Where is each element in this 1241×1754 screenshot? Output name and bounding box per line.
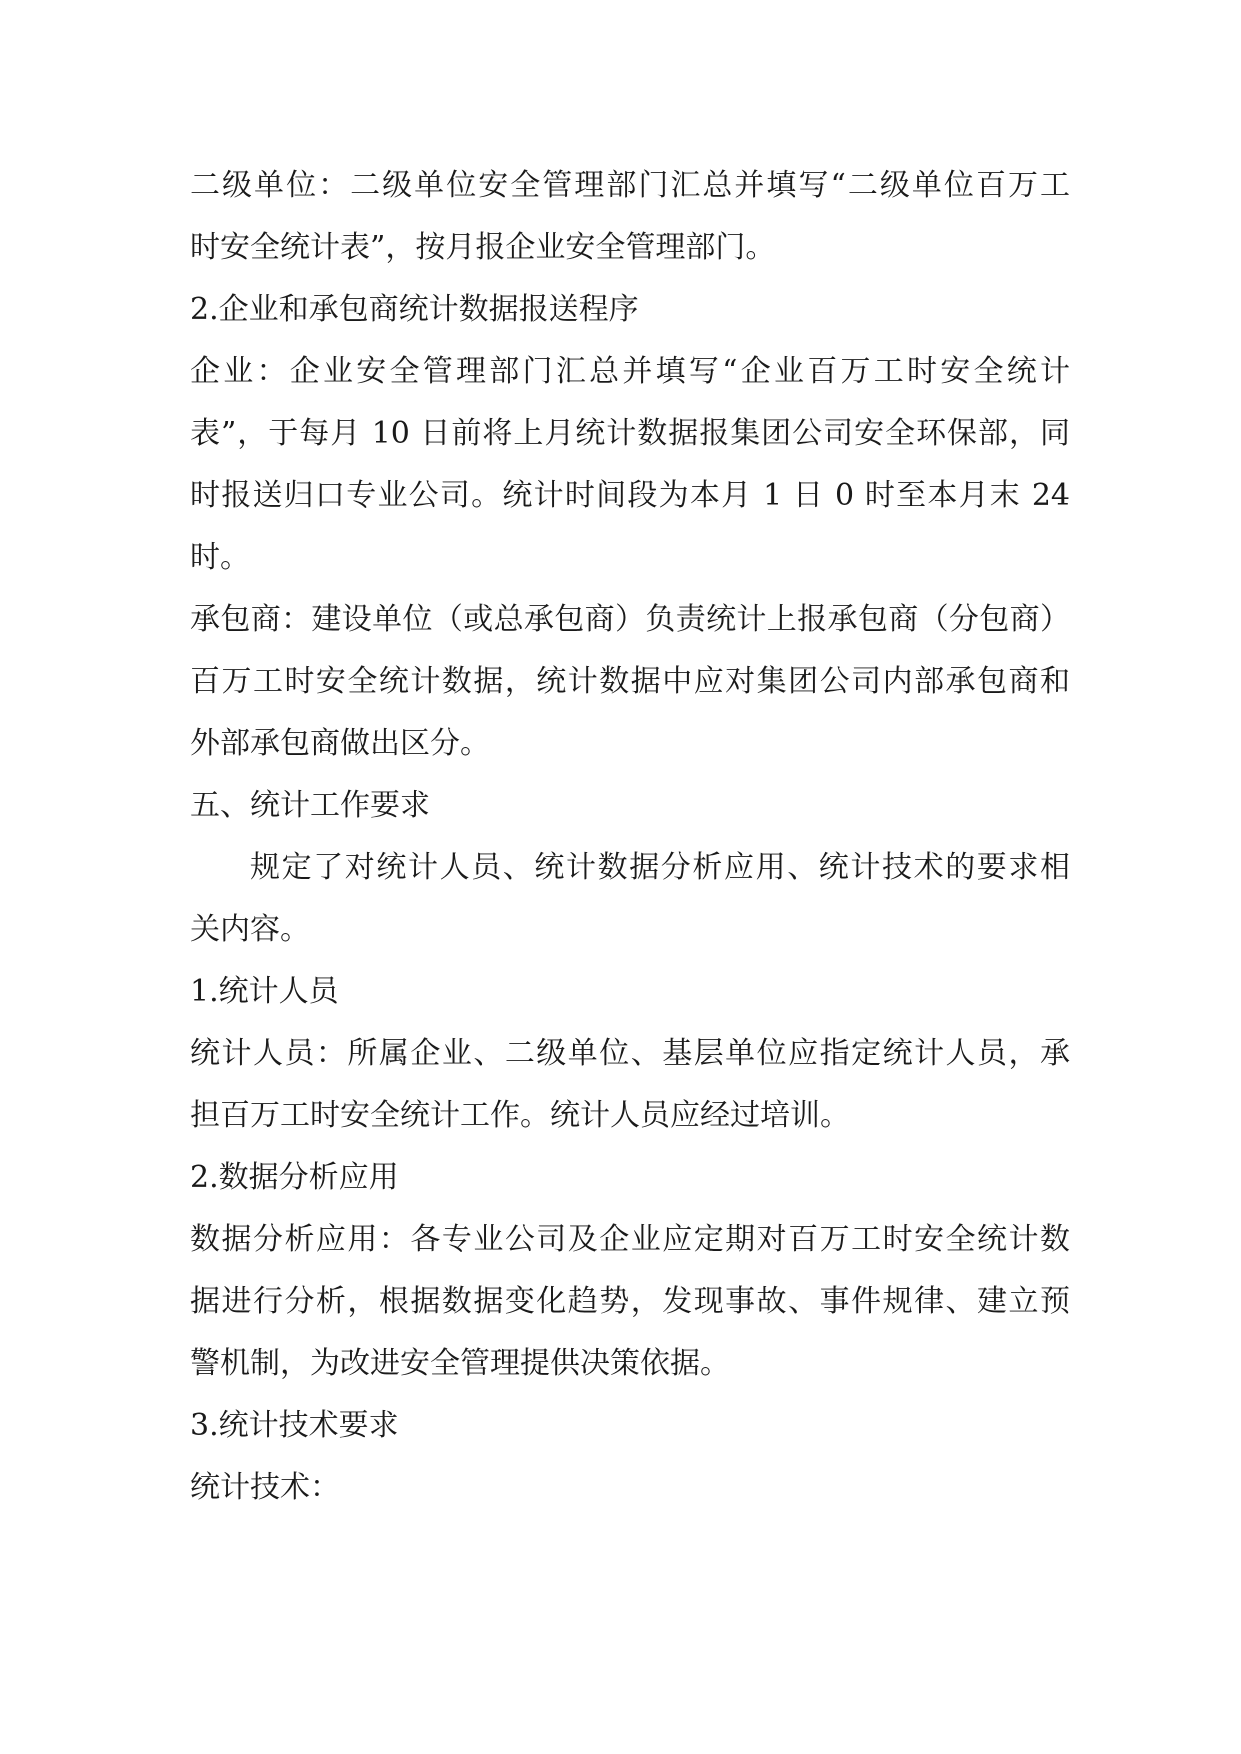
paragraph-enterprise	[190, 341, 1070, 589]
text-line: 警机制，为改进安全管理提供决策依据。	[190, 1346, 730, 1381]
text-line: 承包商：建设单位（或总承包商）负责统计上报承包商（分包商）	[190, 602, 1070, 637]
paragraph-requirements-intro	[190, 837, 1070, 961]
text-line: 数据分析应用：各专业公司及企业应定期对百万工时安全统计数	[190, 1222, 1070, 1257]
heading-line: 1.统计人员	[190, 974, 339, 1009]
heading-line: 3.统计技术要求	[190, 1408, 399, 1443]
section-heading-reporting-procedure	[190, 279, 1070, 341]
section-heading-data-analysis	[190, 1147, 1070, 1209]
text-line: 关内容。	[190, 912, 310, 947]
text-line: 担百万工时安全统计工作。统计人员应经过培训。	[190, 1098, 850, 1133]
text-line: 时报送归口专业公司。统计时间段为本月 1 日 0 时至本月末 24	[190, 478, 1070, 513]
paragraph-secondary-unit	[190, 155, 1070, 279]
text-line: 百万工时安全统计数据，统计数据中应对集团公司内部承包商和	[190, 664, 1070, 699]
heading-line: 2.企业和承包商统计数据报送程序	[190, 292, 639, 327]
text-line: 表”，于每月 10 日前将上月统计数据报集团公司安全环保部，同	[190, 416, 1070, 451]
section-heading-work-requirements	[190, 775, 1070, 837]
text-line: 外部承包商做出区分。	[190, 726, 490, 761]
section-heading-statisticians	[190, 961, 1070, 1023]
section-heading-technical-requirements	[190, 1395, 1070, 1457]
text-line: 时安全统计表”，按月报企业安全管理部门。	[190, 230, 776, 265]
text-line: 规定了对统计人员、统计数据分析应用、统计技术的要求相	[250, 850, 1070, 885]
text-line: 统计技术：	[190, 1470, 340, 1505]
text-line: 统计人员：所属企业、二级单位、基层单位应指定统计人员，承	[190, 1036, 1070, 1071]
text-line: 时。	[190, 540, 250, 575]
heading-line: 五、统计工作要求	[190, 788, 430, 823]
text-line: 据进行分析，根据数据变化趋势，发现事故、事件规律、建立预	[190, 1284, 1070, 1319]
paragraph-data-analysis	[190, 1209, 1070, 1395]
paragraph-contractor	[190, 589, 1070, 775]
paragraph-statistical-technology	[190, 1457, 1070, 1519]
heading-line: 2.数据分析应用	[190, 1160, 399, 1195]
document-body	[190, 155, 1070, 1519]
text-line: 企业：企业安全管理部门汇总并填写“企业百万工时安全统计	[190, 354, 1070, 389]
text-line: 二级单位：二级单位安全管理部门汇总并填写“二级单位百万工	[190, 168, 1070, 203]
paragraph-statisticians	[190, 1023, 1070, 1147]
